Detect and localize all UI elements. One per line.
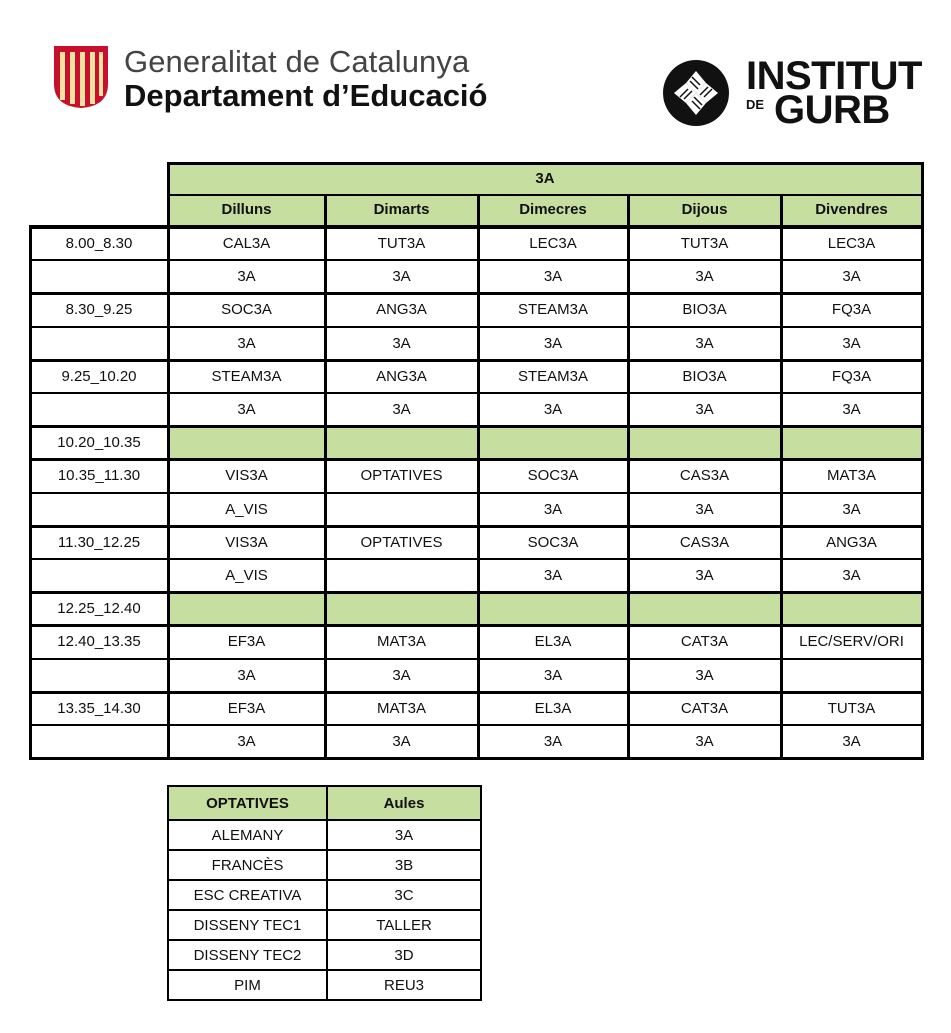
time-slot-empty [30,493,168,526]
break-cell [325,426,478,459]
table-row [168,910,481,940]
department-title: Departament d’Educació [124,78,488,113]
room-cell: 3A [842,500,861,518]
subject-cell: LEC3A [827,235,876,253]
optatives-header-row [168,786,481,820]
grid-border [30,425,922,428]
room-cell: 3A [695,401,714,419]
grid-border [30,458,922,461]
optative-name: ALEMANY [168,820,327,850]
break-cell [781,592,922,625]
room-cell: 3A [842,401,861,419]
grid-border [30,724,922,726]
table-row [168,820,481,850]
room-cell: 3A [695,733,714,751]
day-header: Dilluns [168,194,325,225]
subject-cell: CAT3A [680,633,729,651]
break-cell [168,592,325,625]
time-slot-empty [30,393,168,426]
subject-cell: LEC3A [529,235,577,253]
room-cell: 3A [695,334,714,352]
day-header: Divendres [781,194,922,225]
grid-border [627,194,630,227]
room-cell: 3A [237,733,256,751]
subject-cell: MAT3A [827,467,876,485]
subject-cell: TUT3A [680,235,729,253]
subject-cell: SOC3A [221,301,272,319]
subject-cell: ANG3A [376,301,427,319]
grid-border [30,525,922,528]
grid-border [627,225,630,760]
room-cell: 3A [237,401,256,419]
catalan-shield-icon [52,44,110,110]
optatives-table [167,785,482,1001]
time-slot-label: 9.25_10.20 [61,367,137,385]
institut-label: INSTITUT [746,54,922,98]
room-cell: 3A [543,500,563,518]
subject-cell: VIS3A [225,533,268,551]
optative-name: ESC CREATIVA [168,880,327,910]
room-cell: 3A [695,500,714,518]
subject-cell: EF3A [227,633,266,651]
grid-border [30,691,922,694]
room-cell: 3A [543,666,563,684]
optative-name: DISSENY TEC1 [168,910,327,940]
subject-cell: TUT3A [377,235,426,253]
grid-border [30,392,922,394]
subject-cell: OPTATIVES [360,533,443,551]
optative-room: 3A [327,820,481,850]
table-row [168,970,481,1000]
grid-border [168,194,922,196]
room-cell: 3A [842,733,861,751]
optative-name: PIM [168,970,327,1000]
room-cell: 3A [695,567,714,585]
room-cell: 3A [237,666,256,684]
table-row [168,940,481,970]
time-slot-label: 11.30_12.25 [57,533,141,551]
optative-room: REU3 [327,970,481,1000]
room-cell [325,493,478,526]
time-slot-empty [30,725,168,758]
grid-border [324,225,327,760]
room-cell: 3A [543,567,563,585]
optative-room: TALLER [327,910,481,940]
subject-cell: FQ3A [831,301,872,319]
day-header: Dijous [628,194,781,225]
room-cell: 3A [392,334,411,352]
room-cell: 3A [543,401,563,419]
room-cell: 3A [543,334,563,352]
room-cell: 3A [842,268,861,286]
room-cell [325,559,478,592]
break-cell [325,592,478,625]
time-slot-empty [30,260,168,293]
room-cell: 3A [392,401,411,419]
break-cell [628,426,781,459]
subject-cell: CAS3A [679,533,730,551]
subject-cell: STEAM3A [517,367,589,385]
institut-gurb-logo [660,54,920,130]
grid-border-bottom [30,757,922,760]
optative-room: 3B [327,850,481,880]
subject-cell: VIS3A [225,467,268,485]
room-cell: 3A [543,268,563,286]
subject-cell: CAS3A [679,467,730,485]
room-cell [781,659,922,692]
time-slot-label: 8.00_8.30 [65,235,133,253]
grid-border [30,292,922,295]
grid-border [30,658,922,660]
room-cell: 3A [237,334,256,352]
optatives-header: OPTATIVES [168,786,327,820]
aules-header: Aules [327,786,481,820]
grid-border [30,359,922,362]
room-cell: 3A [842,334,861,352]
subject-cell: OPTATIVES [360,467,443,485]
institut-de-label: DE [746,97,765,112]
time-slot-empty [30,327,168,360]
subject-cell: MAT3A [377,633,426,651]
grid-border [30,591,922,594]
subject-cell: EL3A [534,633,572,651]
subject-cell: EF3A [227,699,266,717]
subject-cell: STEAM3A [517,301,589,319]
generalitat-logo [52,42,542,112]
subject-cell: BIO3A [682,301,727,319]
grid-border [477,194,480,227]
grid-border [30,624,922,627]
break-cell [168,426,325,459]
time-slot-label: 12.25_12.40 [57,600,141,618]
time-slot-empty [30,659,168,692]
subject-cell: MAT3A [377,699,426,717]
subject-cell: CAT3A [680,699,729,717]
grid-border [780,194,783,227]
subject-cell: ANG3A [826,533,877,551]
subject-cell: CAL3A [222,235,271,253]
grid-border [324,194,327,227]
table-row [168,850,481,880]
subject-cell: ANG3A [376,367,427,385]
time-slot-label: 10.20_10.35 [57,434,141,452]
grid-border [780,225,783,760]
optative-room: 3C [327,880,481,910]
subject-cell: LEC/SERV/ORI [799,633,904,651]
grid-border [30,259,922,261]
grid-border [30,492,922,494]
institut-emblem-icon [662,59,730,127]
grid-border-top [168,162,922,165]
room-cell: 3A [695,666,714,684]
break-cell [478,592,628,625]
optative-name: DISSENY TEC2 [168,940,327,970]
day-header: Dimarts [325,194,478,225]
subject-cell: SOC3A [527,467,579,485]
room-cell: A_VIS [225,500,268,518]
room-cell: 3A [237,268,256,286]
optative-name: FRANCÈS [168,850,327,880]
room-cell: 3A [842,567,861,585]
subject-cell: BIO3A [682,367,727,385]
institut-gurb-label: GURB [774,88,890,132]
table-row [168,880,481,910]
grid-border [167,225,170,760]
subject-cell: EL3A [534,699,572,717]
break-cell [781,426,922,459]
grid-border [30,558,922,560]
break-cell [628,592,781,625]
time-slot-label: 10.35_11.30 [57,467,141,485]
grid-border [30,326,922,328]
time-slot-label: 12.40_13.35 [57,633,141,651]
break-cell [478,426,628,459]
subject-cell: STEAM3A [211,367,282,385]
room-cell: 3A [695,268,714,286]
day-header: Dimecres [478,194,628,225]
time-slot-label: 13.35_14.30 [57,699,141,717]
room-cell: 3A [392,733,411,751]
grid-border [921,162,924,227]
subject-cell: TUT3A [827,699,876,717]
grid-border [921,225,924,760]
room-cell: 3A [392,268,411,286]
gencat-title: Generalitat de Catalunya [124,44,470,79]
grid-border [29,225,32,760]
grid-border [30,226,922,229]
subject-cell: FQ3A [831,367,872,385]
time-slot-empty [30,559,168,592]
room-cell: 3A [543,733,563,751]
grid-border [477,225,480,760]
time-slot-label: 8.30_9.25 [65,301,133,319]
room-cell: 3A [392,666,411,684]
group-header: 3A [168,162,922,194]
grid-border [167,162,170,227]
optative-room: 3D [327,940,481,970]
room-cell: A_VIS [225,567,268,585]
subject-cell: SOC3A [527,533,579,551]
